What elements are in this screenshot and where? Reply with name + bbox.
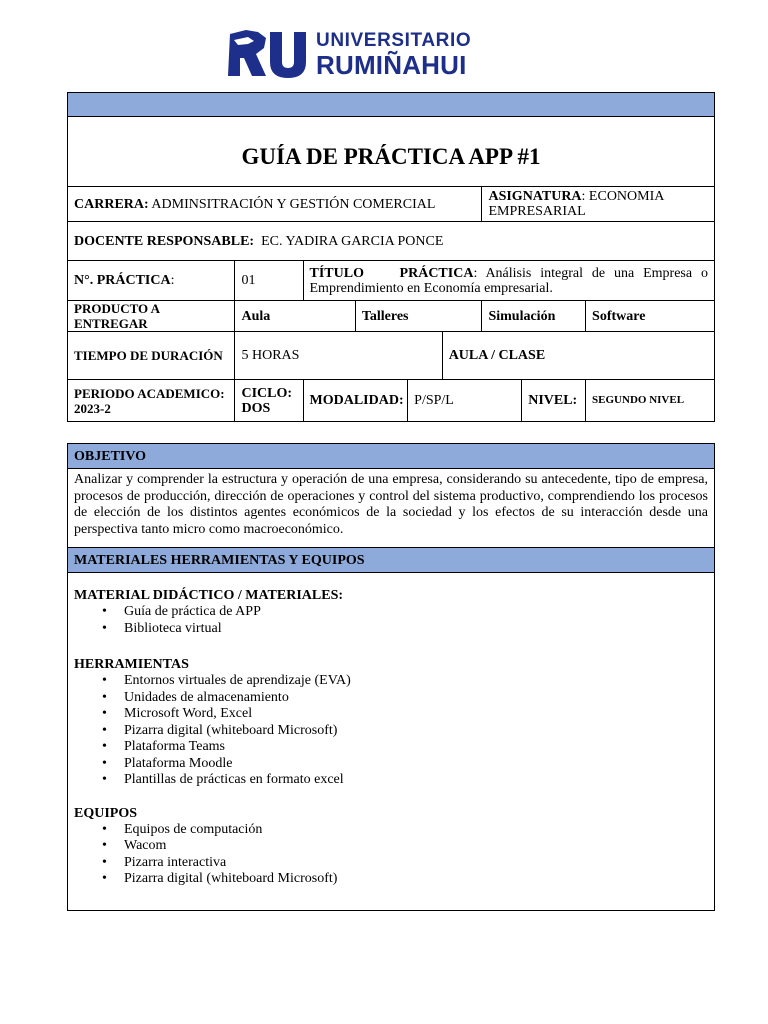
list-item: • Microsoft Word, Excel [124, 706, 708, 723]
asignatura-cell [482, 187, 715, 222]
list-item: • Plataforma Moodle [124, 756, 708, 773]
list-item: • Unidades de almacenamiento [124, 690, 708, 707]
producto-option-simulacion: Simulación [482, 301, 586, 332]
equipos-list [74, 822, 708, 888]
titulo-label: TÍTULO PRÁCTICA [309, 265, 474, 281]
practica-value: 01 [235, 261, 303, 301]
materiales-heading: MATERIALES HERRAMIENTAS Y EQUIPOS [68, 548, 715, 573]
practica-label-cell [68, 261, 235, 301]
material-list [74, 604, 708, 637]
objetivo-heading: OBJETIVO [68, 444, 715, 469]
logo-emblem-icon [226, 28, 312, 80]
tiempo-label: TIEMPO DE DURACIÓN [68, 332, 235, 380]
titulo-cell [303, 261, 715, 301]
list-item: • Guía de práctica de APP [124, 604, 708, 621]
practica-label: N°. PRÁCTICA [74, 273, 171, 288]
producto-label: PRODUCTO A ENTREGAR [68, 301, 235, 332]
page-title: GUÍA DE PRÁCTICA APP #1 [68, 117, 715, 187]
material-title: MATERIAL DIDÁCTICO / MATERIALES: [74, 588, 344, 603]
logo-text-universitario: UNIVERSITARIO [316, 30, 472, 51]
producto-option-aula: Aula [235, 301, 355, 332]
producto-option-software: Software [586, 301, 715, 332]
list-item: • Entornos virtuales de aprendizaje (EVA) [124, 673, 708, 690]
list-item: • Pizarra digital (whiteboard Microsoft) [124, 871, 708, 888]
ciclo-label: CICLO: DOS [235, 380, 303, 422]
list-item: • Plataforma Teams [124, 739, 708, 756]
docente-cell [68, 222, 715, 261]
asignatura-label: ASIGNATURA [488, 189, 582, 204]
titulo-value: : Análisis integral de una Empresa o Emprendimiento en Economía empresarial. [309, 265, 708, 296]
docente-value: EC. YADIRA GARCIA PONCE [254, 233, 444, 249]
header-band [68, 93, 715, 117]
list-item: • Wacom [124, 838, 708, 855]
list-item: • Biblioteca virtual [124, 621, 708, 638]
practice-info-table [67, 92, 715, 422]
list-item: • Plantillas de prácticas en formato excel [124, 772, 708, 789]
nivel-value: SEGUNDO NIVEL [586, 380, 715, 422]
objetivo-text: Analizar y comprender la estructura y operación de una empresa, considerando su antecedente, tipo de empresa, procesos de producción, dirección de operaciones y control del sistema productivo, comprendiendo los procesos de elección de los distintos agentes económicos de la sociedad y los efectos de su interacción desde una perspectiva tanto micro como macroeconómico. [68, 469, 715, 548]
objectives-table [67, 443, 715, 911]
asignatura-value: : ECONOMIA EMPRESARIAL [488, 189, 664, 219]
nivel-label: NIVEL: [522, 380, 586, 422]
list-item: • Pizarra digital (whiteboard Microsoft) [124, 723, 708, 740]
docente-label: DOCENTE RESPONSABLE: [74, 233, 255, 249]
producto-option-talleres: Talleres [355, 301, 482, 332]
materiales-content [68, 573, 715, 911]
modalidad-label: MODALIDAD: [303, 380, 408, 422]
periodo-label: PERIODO ACADEMICO: 2023-2 [68, 380, 235, 422]
practica-colon: : [170, 273, 175, 288]
logo-text-ruminahui: RUMIÑAHUI [316, 50, 467, 80]
equipos-title: EQUIPOS [74, 805, 138, 821]
list-item: • Pizarra interactiva [124, 855, 708, 872]
university-logo [226, 28, 496, 82]
herramientas-title: HERRAMIENTAS [74, 657, 189, 672]
carrera-label: CARRERA: [74, 196, 149, 212]
tiempo-value: 5 HORAS [235, 332, 442, 380]
carrera-value: ADMINSITRACIÓN Y GESTIÓN COMERCIAL [148, 196, 436, 212]
list-item: • Equipos de computación [124, 822, 708, 839]
aula-clase-label: AULA / CLASE [442, 332, 714, 380]
herramientas-list [74, 673, 708, 789]
carrera-cell [68, 187, 482, 222]
modalidad-value: P/SP/L [408, 380, 522, 422]
